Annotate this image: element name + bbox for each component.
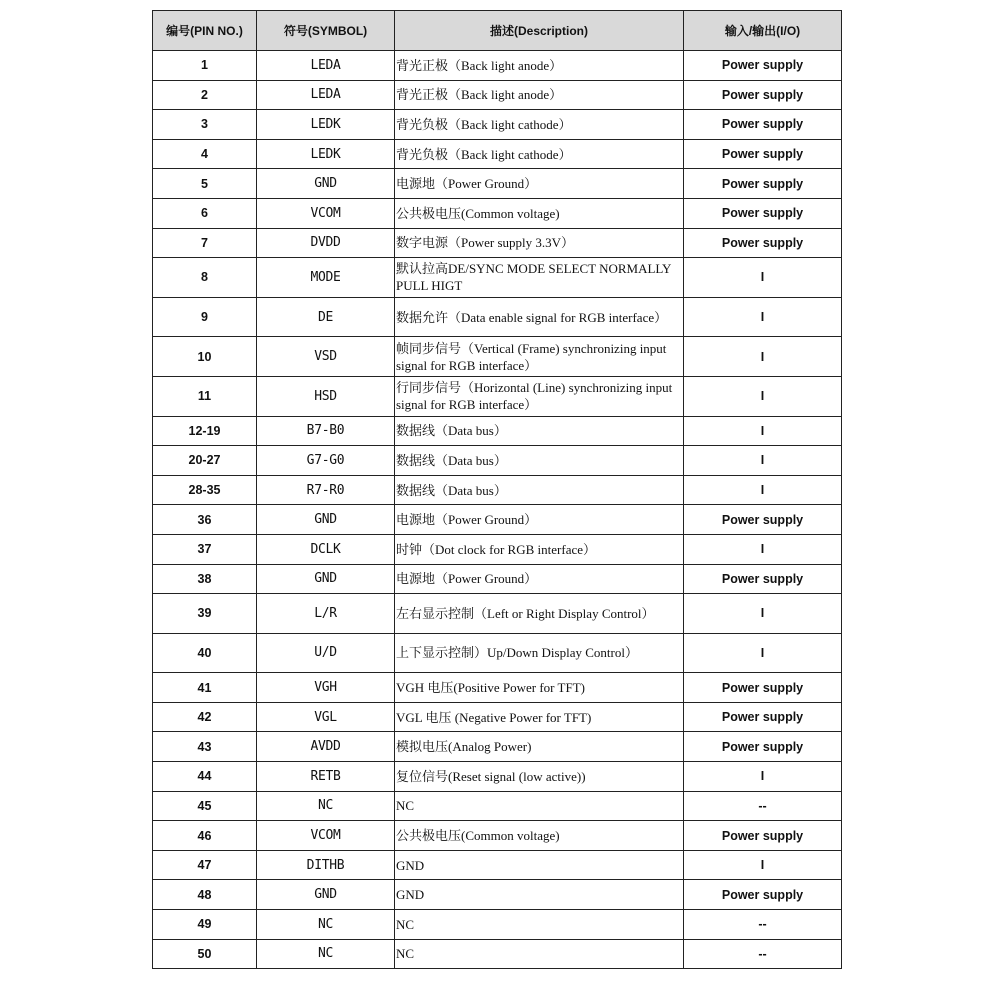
pin-cell: 38: [153, 564, 257, 594]
symbol-cell: G7-G0: [257, 446, 395, 476]
io-cell: I: [684, 446, 842, 476]
io-cell: Power supply: [684, 880, 842, 910]
symbol-cell: VSD: [257, 337, 395, 377]
table-row: [153, 732, 842, 762]
table-row: [153, 198, 842, 228]
pin-cell: 37: [153, 534, 257, 564]
pin-cell: 39: [153, 594, 257, 634]
symbol-cell: B7-B0: [257, 416, 395, 446]
table-row: [153, 564, 842, 594]
pin-cell: 11: [153, 376, 257, 416]
table-row: [153, 51, 842, 81]
description-cell: 行同步信号（Horizontal (Line) synchronizing input signal for RGB interface）: [395, 376, 684, 416]
pin-cell: 7: [153, 228, 257, 258]
pin-cell: 41: [153, 673, 257, 703]
header-io: 输入/输出(I/O): [684, 11, 842, 51]
io-cell: --: [684, 791, 842, 821]
io-cell: I: [684, 633, 842, 673]
symbol-cell: LEDA: [257, 51, 395, 81]
pin-cell: 3: [153, 110, 257, 140]
description-cell: VGH 电压(Positive Power for TFT): [395, 673, 684, 703]
io-cell: Power supply: [684, 169, 842, 199]
io-cell: Power supply: [684, 732, 842, 762]
pin-cell: 40: [153, 633, 257, 673]
pin-cell: 42: [153, 702, 257, 732]
table-row: [153, 505, 842, 535]
io-cell: --: [684, 939, 842, 969]
symbol-cell: GND: [257, 505, 395, 535]
pin-cell: 12-19: [153, 416, 257, 446]
pin-cell: 8: [153, 258, 257, 298]
io-cell: I: [684, 297, 842, 337]
symbol-cell: GND: [257, 880, 395, 910]
symbol-cell: VGL: [257, 702, 395, 732]
io-cell: --: [684, 910, 842, 940]
pin-table-header: [153, 11, 842, 51]
io-cell: Power supply: [684, 198, 842, 228]
pin-cell: 36: [153, 505, 257, 535]
description-cell: 左右显示控制（Left or Right Display Control）: [395, 594, 684, 634]
table-row: [153, 633, 842, 673]
symbol-cell: VGH: [257, 673, 395, 703]
description-cell: NC: [395, 910, 684, 940]
symbol-cell: VCOM: [257, 198, 395, 228]
symbol-cell: NC: [257, 791, 395, 821]
io-cell: Power supply: [684, 564, 842, 594]
io-cell: Power supply: [684, 51, 842, 81]
description-cell: GND: [395, 880, 684, 910]
pin-cell: 28-35: [153, 475, 257, 505]
pin-cell: 1: [153, 51, 257, 81]
table-row: [153, 821, 842, 851]
table-row: [153, 169, 842, 199]
symbol-cell: GND: [257, 564, 395, 594]
table-row: [153, 376, 842, 416]
pin-cell: 50: [153, 939, 257, 969]
description-cell: 公共极电压(Common voltage): [395, 198, 684, 228]
description-cell: GND: [395, 850, 684, 880]
pin-cell: 2: [153, 80, 257, 110]
description-cell: 电源地（Power Ground）: [395, 505, 684, 535]
description-cell: VGL 电压 (Negative Power for TFT): [395, 702, 684, 732]
pin-cell: 5: [153, 169, 257, 199]
description-cell: 复位信号(Reset signal (low active)): [395, 762, 684, 792]
header-symbol: 符号(SYMBOL): [257, 11, 395, 51]
symbol-cell: DE: [257, 297, 395, 337]
pin-cell: 45: [153, 791, 257, 821]
pin-table-body: [153, 51, 842, 969]
io-cell: I: [684, 850, 842, 880]
symbol-cell: MODE: [257, 258, 395, 298]
io-cell: I: [684, 594, 842, 634]
pin-cell: 46: [153, 821, 257, 851]
description-cell: 背光正极（Back light anode）: [395, 80, 684, 110]
description-cell: 背光负极（Back light cathode）: [395, 110, 684, 140]
description-cell: 默认拉高DE/SYNC MODE SELECT NORMALLY PULL HIGT: [395, 258, 684, 298]
io-cell: Power supply: [684, 505, 842, 535]
table-row: [153, 850, 842, 880]
description-cell: 电源地（Power Ground）: [395, 169, 684, 199]
description-cell: 背光正极（Back light anode）: [395, 51, 684, 81]
symbol-cell: RETB: [257, 762, 395, 792]
symbol-cell: NC: [257, 910, 395, 940]
table-row: [153, 939, 842, 969]
table-row: [153, 337, 842, 377]
pin-cell: 9: [153, 297, 257, 337]
table-row: [153, 80, 842, 110]
description-cell: 数字电源（Power supply 3.3V）: [395, 228, 684, 258]
description-cell: 公共极电压(Common voltage): [395, 821, 684, 851]
io-cell: I: [684, 337, 842, 377]
table-row: [153, 880, 842, 910]
description-cell: 电源地（Power Ground）: [395, 564, 684, 594]
table-row: [153, 258, 842, 298]
description-cell: 数据线（Data bus）: [395, 446, 684, 476]
table-row: [153, 228, 842, 258]
description-cell: 数据线（Data bus）: [395, 475, 684, 505]
header-description: 描述(Description): [395, 11, 684, 51]
io-cell: I: [684, 376, 842, 416]
symbol-cell: LEDK: [257, 110, 395, 140]
description-cell: 数据允许（Data enable signal for RGB interface）: [395, 297, 684, 337]
symbol-cell: DVDD: [257, 228, 395, 258]
description-cell: NC: [395, 791, 684, 821]
description-cell: 背光负极（Back light cathode）: [395, 139, 684, 169]
symbol-cell: NC: [257, 939, 395, 969]
pin-cell: 48: [153, 880, 257, 910]
io-cell: Power supply: [684, 821, 842, 851]
pin-cell: 20-27: [153, 446, 257, 476]
pin-cell: 43: [153, 732, 257, 762]
symbol-cell: AVDD: [257, 732, 395, 762]
description-cell: 数据线（Data bus）: [395, 416, 684, 446]
symbol-cell: GND: [257, 169, 395, 199]
symbol-cell: LEDK: [257, 139, 395, 169]
table-row: [153, 110, 842, 140]
pin-cell: 47: [153, 850, 257, 880]
header-pin: 编号(PIN NO.): [153, 11, 257, 51]
description-cell: 模拟电压(Analog Power): [395, 732, 684, 762]
description-cell: 帧同步信号（Vertical (Frame) synchronizing input signal for RGB interface）: [395, 337, 684, 377]
io-cell: I: [684, 258, 842, 298]
table-row: [153, 594, 842, 634]
table-row: [153, 139, 842, 169]
symbol-cell: LEDA: [257, 80, 395, 110]
symbol-cell: DITHB: [257, 850, 395, 880]
io-cell: Power supply: [684, 228, 842, 258]
io-cell: I: [684, 534, 842, 564]
table-row: [153, 673, 842, 703]
symbol-cell: L/R: [257, 594, 395, 634]
table-row: [153, 910, 842, 940]
io-cell: Power supply: [684, 80, 842, 110]
description-cell: 上下显示控制）Up/Down Display Control）: [395, 633, 684, 673]
pin-cell: 49: [153, 910, 257, 940]
io-cell: I: [684, 762, 842, 792]
pin-cell: 44: [153, 762, 257, 792]
io-cell: Power supply: [684, 702, 842, 732]
pin-cell: 6: [153, 198, 257, 228]
header-row: [153, 11, 842, 51]
io-cell: Power supply: [684, 139, 842, 169]
symbol-cell: R7-R0: [257, 475, 395, 505]
table-row: [153, 534, 842, 564]
io-cell: I: [684, 416, 842, 446]
table-row: [153, 475, 842, 505]
table-row: [153, 297, 842, 337]
symbol-cell: U/D: [257, 633, 395, 673]
table-row: [153, 791, 842, 821]
symbol-cell: HSD: [257, 376, 395, 416]
pin-table: [152, 10, 842, 969]
description-cell: 时钟（Dot clock for RGB interface）: [395, 534, 684, 564]
description-cell: NC: [395, 939, 684, 969]
table-row: [153, 762, 842, 792]
io-cell: Power supply: [684, 110, 842, 140]
io-cell: Power supply: [684, 673, 842, 703]
pin-cell: 10: [153, 337, 257, 377]
symbol-cell: DCLK: [257, 534, 395, 564]
symbol-cell: VCOM: [257, 821, 395, 851]
pin-cell: 4: [153, 139, 257, 169]
table-row: [153, 702, 842, 732]
table-row: [153, 446, 842, 476]
io-cell: I: [684, 475, 842, 505]
table-row: [153, 416, 842, 446]
